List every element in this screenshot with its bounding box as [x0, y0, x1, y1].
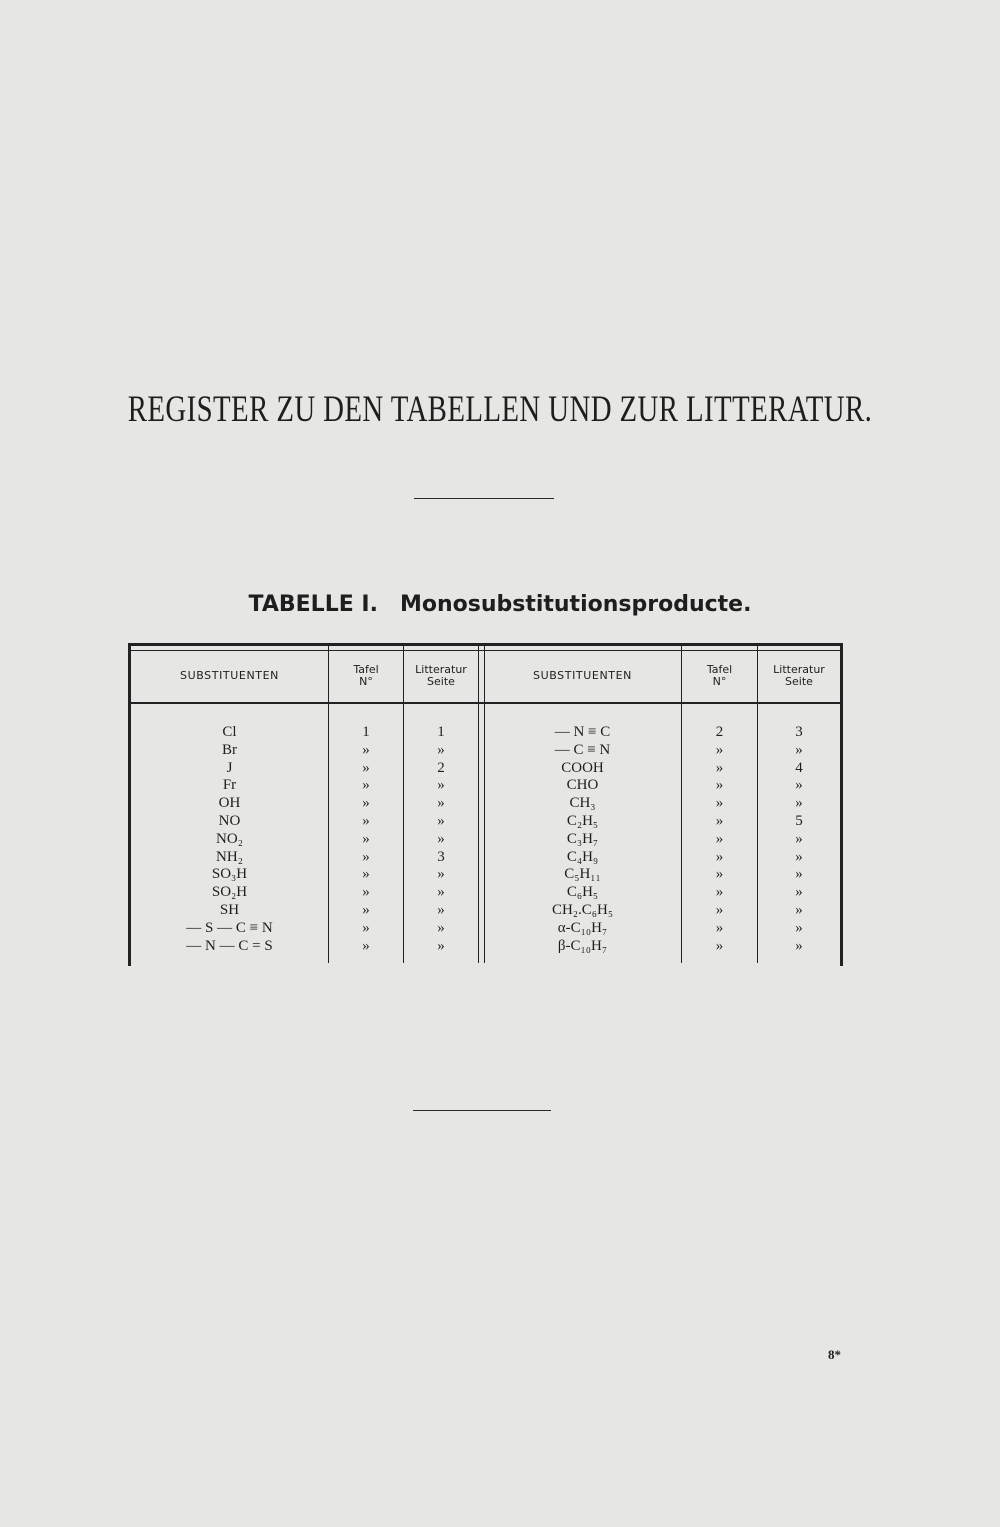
table-cell: » [362, 884, 370, 901]
column-seite-left [404, 724, 478, 955]
table-cell: » [795, 795, 803, 812]
table-cell: C₂H₅ [566, 812, 599, 829]
table-cell: J [226, 759, 233, 776]
table-cell: » [437, 919, 445, 936]
table-cell: — S — C ≡ N [186, 919, 273, 936]
header-tafel-line1: Tafel [353, 663, 379, 676]
table-cell: » [795, 741, 803, 758]
table-heading-label: TABELLE I. [248, 592, 378, 617]
table-cell: » [795, 830, 803, 847]
header-tafel-line1: Tafel [706, 663, 733, 676]
header-litteratur-line2: Seite [427, 675, 455, 688]
divider-rule-bottom [413, 1110, 551, 1111]
table-cell: » [795, 937, 803, 954]
table-heading-subtitle: Monosubstitutionsproducte. [399, 592, 752, 617]
table-cell: CH₃ [569, 795, 596, 812]
table-cell: NO₂ [216, 830, 243, 847]
table-cell: » [362, 759, 370, 776]
table-cell: » [715, 741, 724, 758]
table-cell: 3 [795, 724, 803, 740]
table-cell: » [715, 937, 724, 954]
table-cell: CH₂.C₆H₅ [551, 901, 614, 918]
substituents-table [128, 643, 843, 966]
table-cell: CHO [566, 777, 599, 794]
divider-rule-top [414, 498, 554, 499]
table-cell: » [362, 937, 370, 954]
table-cell: » [437, 884, 445, 901]
table-cell: β-C₁₀H₇ [557, 937, 608, 954]
table-cell: » [362, 777, 370, 794]
table-cell: SO₂H [211, 884, 248, 901]
table-cell: » [795, 884, 803, 901]
table-cell: » [795, 919, 803, 936]
table-cell: » [362, 919, 370, 936]
table-cell: » [437, 777, 445, 794]
table-cell: NH₂ [216, 848, 243, 865]
page-number: 8* [828, 1347, 841, 1362]
header-tafel-right [682, 654, 757, 698]
table-cell: » [437, 795, 445, 812]
table-cell: OH [218, 795, 241, 812]
table-cell: 4 [795, 759, 803, 776]
table-cell: Fr [222, 777, 237, 794]
table-cell: C₄H₉ [566, 848, 599, 865]
table-cell: 3 [437, 848, 445, 865]
table-cell: » [715, 901, 724, 918]
table-cell: 1 [437, 724, 445, 740]
table-cell: 5 [795, 812, 803, 829]
header-litteratur-line1: Litteratur [773, 663, 825, 676]
table-heading [0, 592, 1000, 617]
table-cell: » [362, 812, 370, 829]
column-substituenten-right [484, 724, 681, 955]
header-litteratur-left [404, 654, 478, 698]
column-tafel-right [682, 724, 757, 955]
column-tafel-left [329, 724, 403, 955]
header-tafel-line2: N° [359, 675, 373, 688]
table-cell: » [437, 741, 445, 758]
header-tafel-line2: N° [712, 675, 727, 688]
column-seite-right [758, 724, 840, 955]
table-cell: 1 [362, 724, 370, 740]
table-cell: C₆H₅ [566, 884, 599, 901]
table-cell: » [362, 830, 370, 847]
table-cell: » [437, 937, 445, 954]
table-cell: C₅H₁₁ [564, 866, 601, 883]
table-cell: » [795, 777, 803, 794]
table-cell: » [715, 759, 724, 776]
table-cell: » [437, 901, 445, 918]
table-cell: » [795, 901, 803, 918]
table-cell: » [362, 866, 370, 883]
header-tafel-left [329, 654, 403, 698]
table-cell: COOH [561, 759, 604, 776]
table-cell: — N — C = S [186, 937, 273, 954]
table-cell: — C ≡ N [554, 741, 611, 758]
table-cell: SH [219, 901, 240, 918]
table-cell: α-C₁₀H₇ [557, 919, 608, 936]
header-litteratur-line1: Litteratur [415, 663, 467, 676]
table-cell: Br [222, 741, 237, 758]
table-cell: Cl [222, 724, 237, 740]
table-cell: C₃H₇ [566, 830, 599, 847]
table-cell: » [362, 848, 370, 865]
table-cell: » [715, 866, 724, 883]
header-substituenten-left: SUBSTITUENTEN [180, 669, 279, 682]
header-substituenten-right: SUBSTITUENTEN [533, 669, 632, 682]
table-cell: » [362, 901, 370, 918]
table-cell: » [362, 795, 370, 812]
table-cell: SO₃H [211, 866, 248, 883]
header-bottom-rule [131, 702, 840, 704]
table-cell: » [715, 884, 724, 901]
table-cell: » [715, 795, 724, 812]
table-cell: 2 [437, 759, 445, 776]
table-cell: » [715, 777, 724, 794]
table-cell: » [362, 741, 370, 758]
page-title: REGISTER ZU DEN TABELLEN UND ZUR LITTERATUR. [127, 389, 873, 430]
table-cell: » [715, 830, 724, 847]
header-litteratur-right [758, 654, 840, 698]
table-cell: » [437, 866, 445, 883]
table-cell: 2 [715, 724, 724, 740]
table-cell: — N ≡ C [554, 724, 611, 740]
table-cell: » [715, 848, 724, 865]
table-cell: » [715, 919, 724, 936]
header-top-rule [131, 650, 840, 651]
table-cell: NO [218, 812, 241, 829]
table-cell: » [795, 866, 803, 883]
column-substituenten-left [131, 724, 328, 955]
table-cell: » [795, 848, 803, 865]
table-cell: » [437, 812, 445, 829]
header-litteratur-line2: Seite [785, 675, 813, 688]
table-cell: » [437, 830, 445, 847]
table-cell: » [715, 812, 724, 829]
